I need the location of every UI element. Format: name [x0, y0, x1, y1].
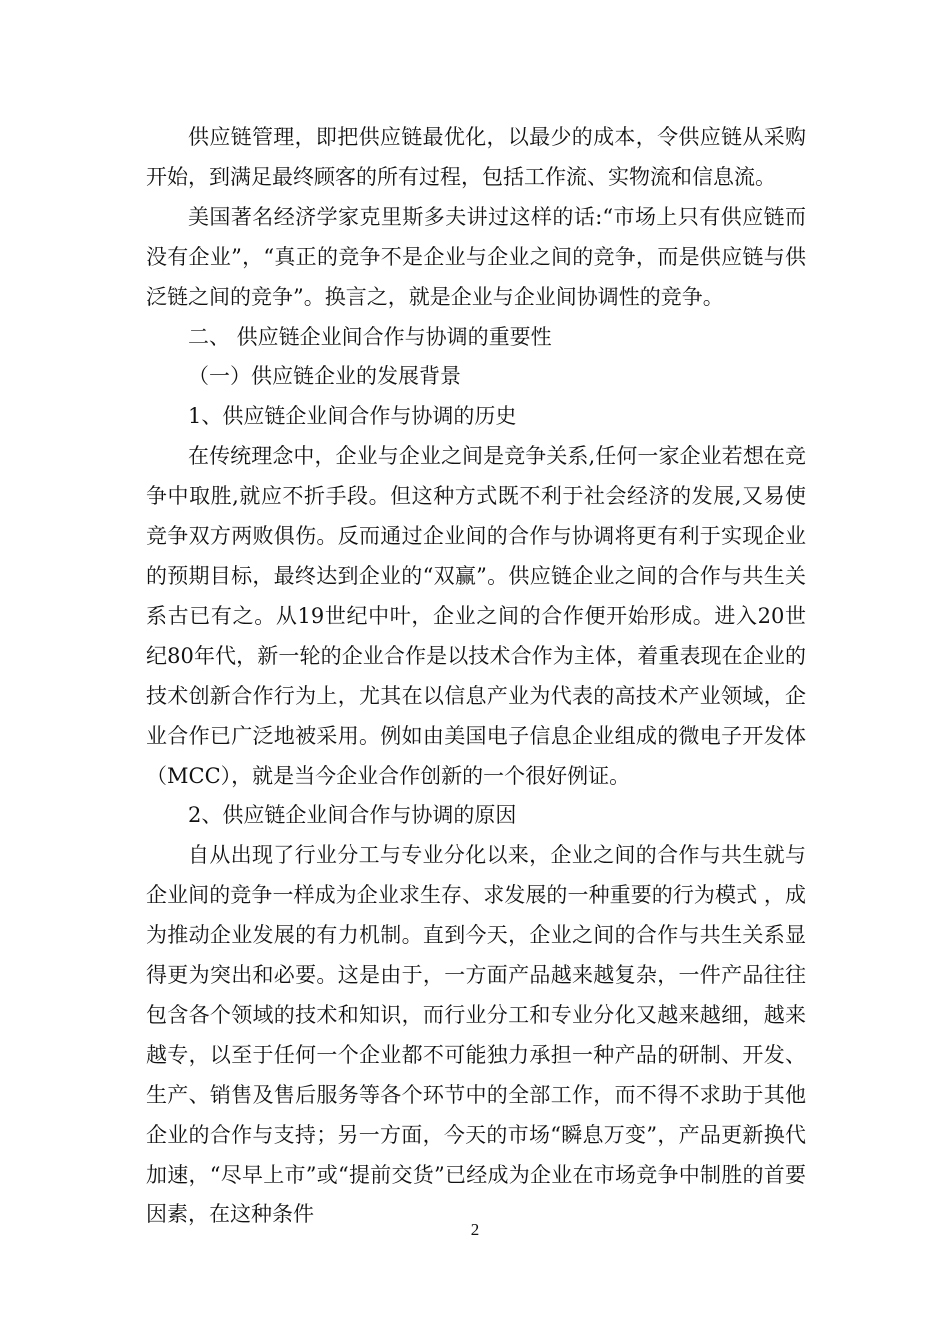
paragraph-history: 在传统理念中，企业与企业之间是竞争关系,任何一家企业若想在竞争中取胜,就应不折手段。但这种方式既不利于社会经济的发展,又易使竞争双方两败俱伤。反而通过企业间的合作与协调将更有利于实现企业的预期目标，最终达到企业的“双赢”。供应链企业之间的合作与共生关系古已有之。从19世纪中叶，企业之间的合作便开始形成。进入20世纪80年代，新一轮的企业合作是以技术合作为主体，着重表现在企业的技术创新合作行为上，尤其在以信息产业为代表的高技术产业领域，企业合作已广泛地被采用。例如由美国电子信息企业组成的微电子开发体（MCC），就是当今企业合作创新的一个很好例证。	[146, 444, 806, 788]
section-heading: 二、 供应链企业间合作与协调的重要性	[188, 324, 552, 349]
paragraph-definition: 供应链管理，即把供应链最优化，以最少的成本，令供应链从采购开始，到满足最终顾客的所有过程，包括工作流、实物流和信息流。	[146, 125, 806, 189]
subsection-heading: （一）供应链企业的发展背景	[188, 364, 461, 389]
page-number: 2	[470, 1220, 480, 1239]
paragraph-quote: 美国著名经济学家克里斯多夫讲过这样的话:“市场上只有供应链而没有企业”，“真正的竞争不是企业与企业之间的竞争，而是供应链与供泛链之间的竞争”。换言之，就是企业与企业间协调性的竞争。	[146, 204, 806, 309]
body-text	[146, 118, 806, 1235]
item-heading-reasons: 2、供应链企业间合作与协调的原因	[188, 803, 517, 828]
item-heading-history: 1、供应链企业间合作与协调的历史	[188, 404, 517, 429]
paragraph-reasons: 自从出现了行业分工与专业分化以来，企业之间的合作与共生就与企业间的竞争一样成为企业求生存、求发展的一种重要的行为模式 ，成为推动企业发展的有力机制。直到今天，企业之间的合作与共生关系显得更为突出和必要。这是由于，一方面产品越来越复杂，一件产品往往包含各个领域的技术和知识，而行业分工和专业分化又越来越细，越来越专，以至于任何一个企业都不可能独力承担一种产品的研制、开发、生产、销售及售后服务等各个环节中的全部工作，而不得不求助于其他企业的合作与支持；另一方面，今天的市场“瞬息万变”，产品更新换代加速，“尽早上市”或“提前交货”已经成为企业在市场竞争中制胜的首要因素，在这种条件	[146, 843, 806, 1227]
